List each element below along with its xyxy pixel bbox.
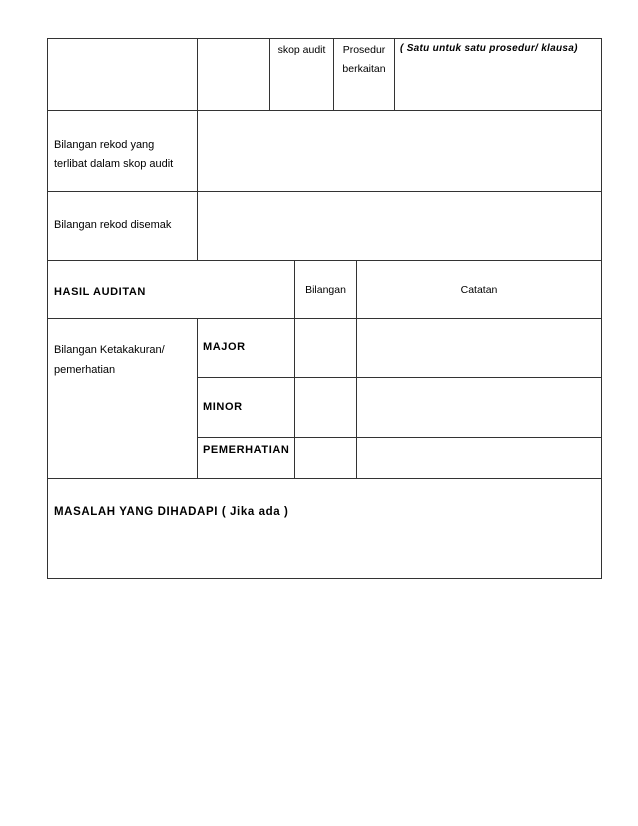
prosedur-label: berkaitan — [342, 63, 386, 75]
row-border — [197, 377, 602, 378]
header-note: ( Satu untuk satu prosedur/ klausa) — [400, 43, 578, 54]
rekod-terlibat-label: terlibat dalam skop audit — [54, 158, 174, 170]
row-border — [47, 110, 602, 111]
catatan-header: Catatan — [460, 284, 498, 296]
prosedur-label: Prosedur — [342, 44, 386, 56]
bilangan-header: Bilangan — [305, 284, 346, 296]
ketakakuran-label: Bilangan Ketakakuran/ — [54, 344, 165, 356]
row-border — [197, 437, 602, 438]
ketakakuran-label: pemerhatian — [54, 364, 116, 376]
minor-label: MINOR — [203, 401, 243, 413]
major-label: MAJOR — [203, 341, 246, 353]
hasil-auditan-title: HASIL AUDITAN — [54, 286, 146, 298]
pemerhatian-label: PEMERHATIAN — [203, 444, 290, 456]
rekod-terlibat-label: Bilangan rekod yang — [54, 139, 155, 151]
row-border — [47, 478, 602, 479]
rekod-disemak-label: Bilangan rekod disemak — [54, 219, 172, 231]
column-border — [197, 110, 198, 261]
row-border — [47, 318, 602, 319]
row-border — [47, 191, 602, 192]
column-border — [394, 38, 395, 111]
column-border — [197, 38, 198, 111]
masalah-title: MASALAH YANG DIHADAPI ( Jika ada ) — [54, 506, 289, 518]
column-border — [601, 38, 602, 579]
row-border — [47, 578, 602, 579]
column-border — [197, 318, 198, 478]
skop-audit-label: skop audit — [277, 44, 326, 56]
column-border — [47, 38, 48, 579]
row-border — [47, 260, 602, 261]
